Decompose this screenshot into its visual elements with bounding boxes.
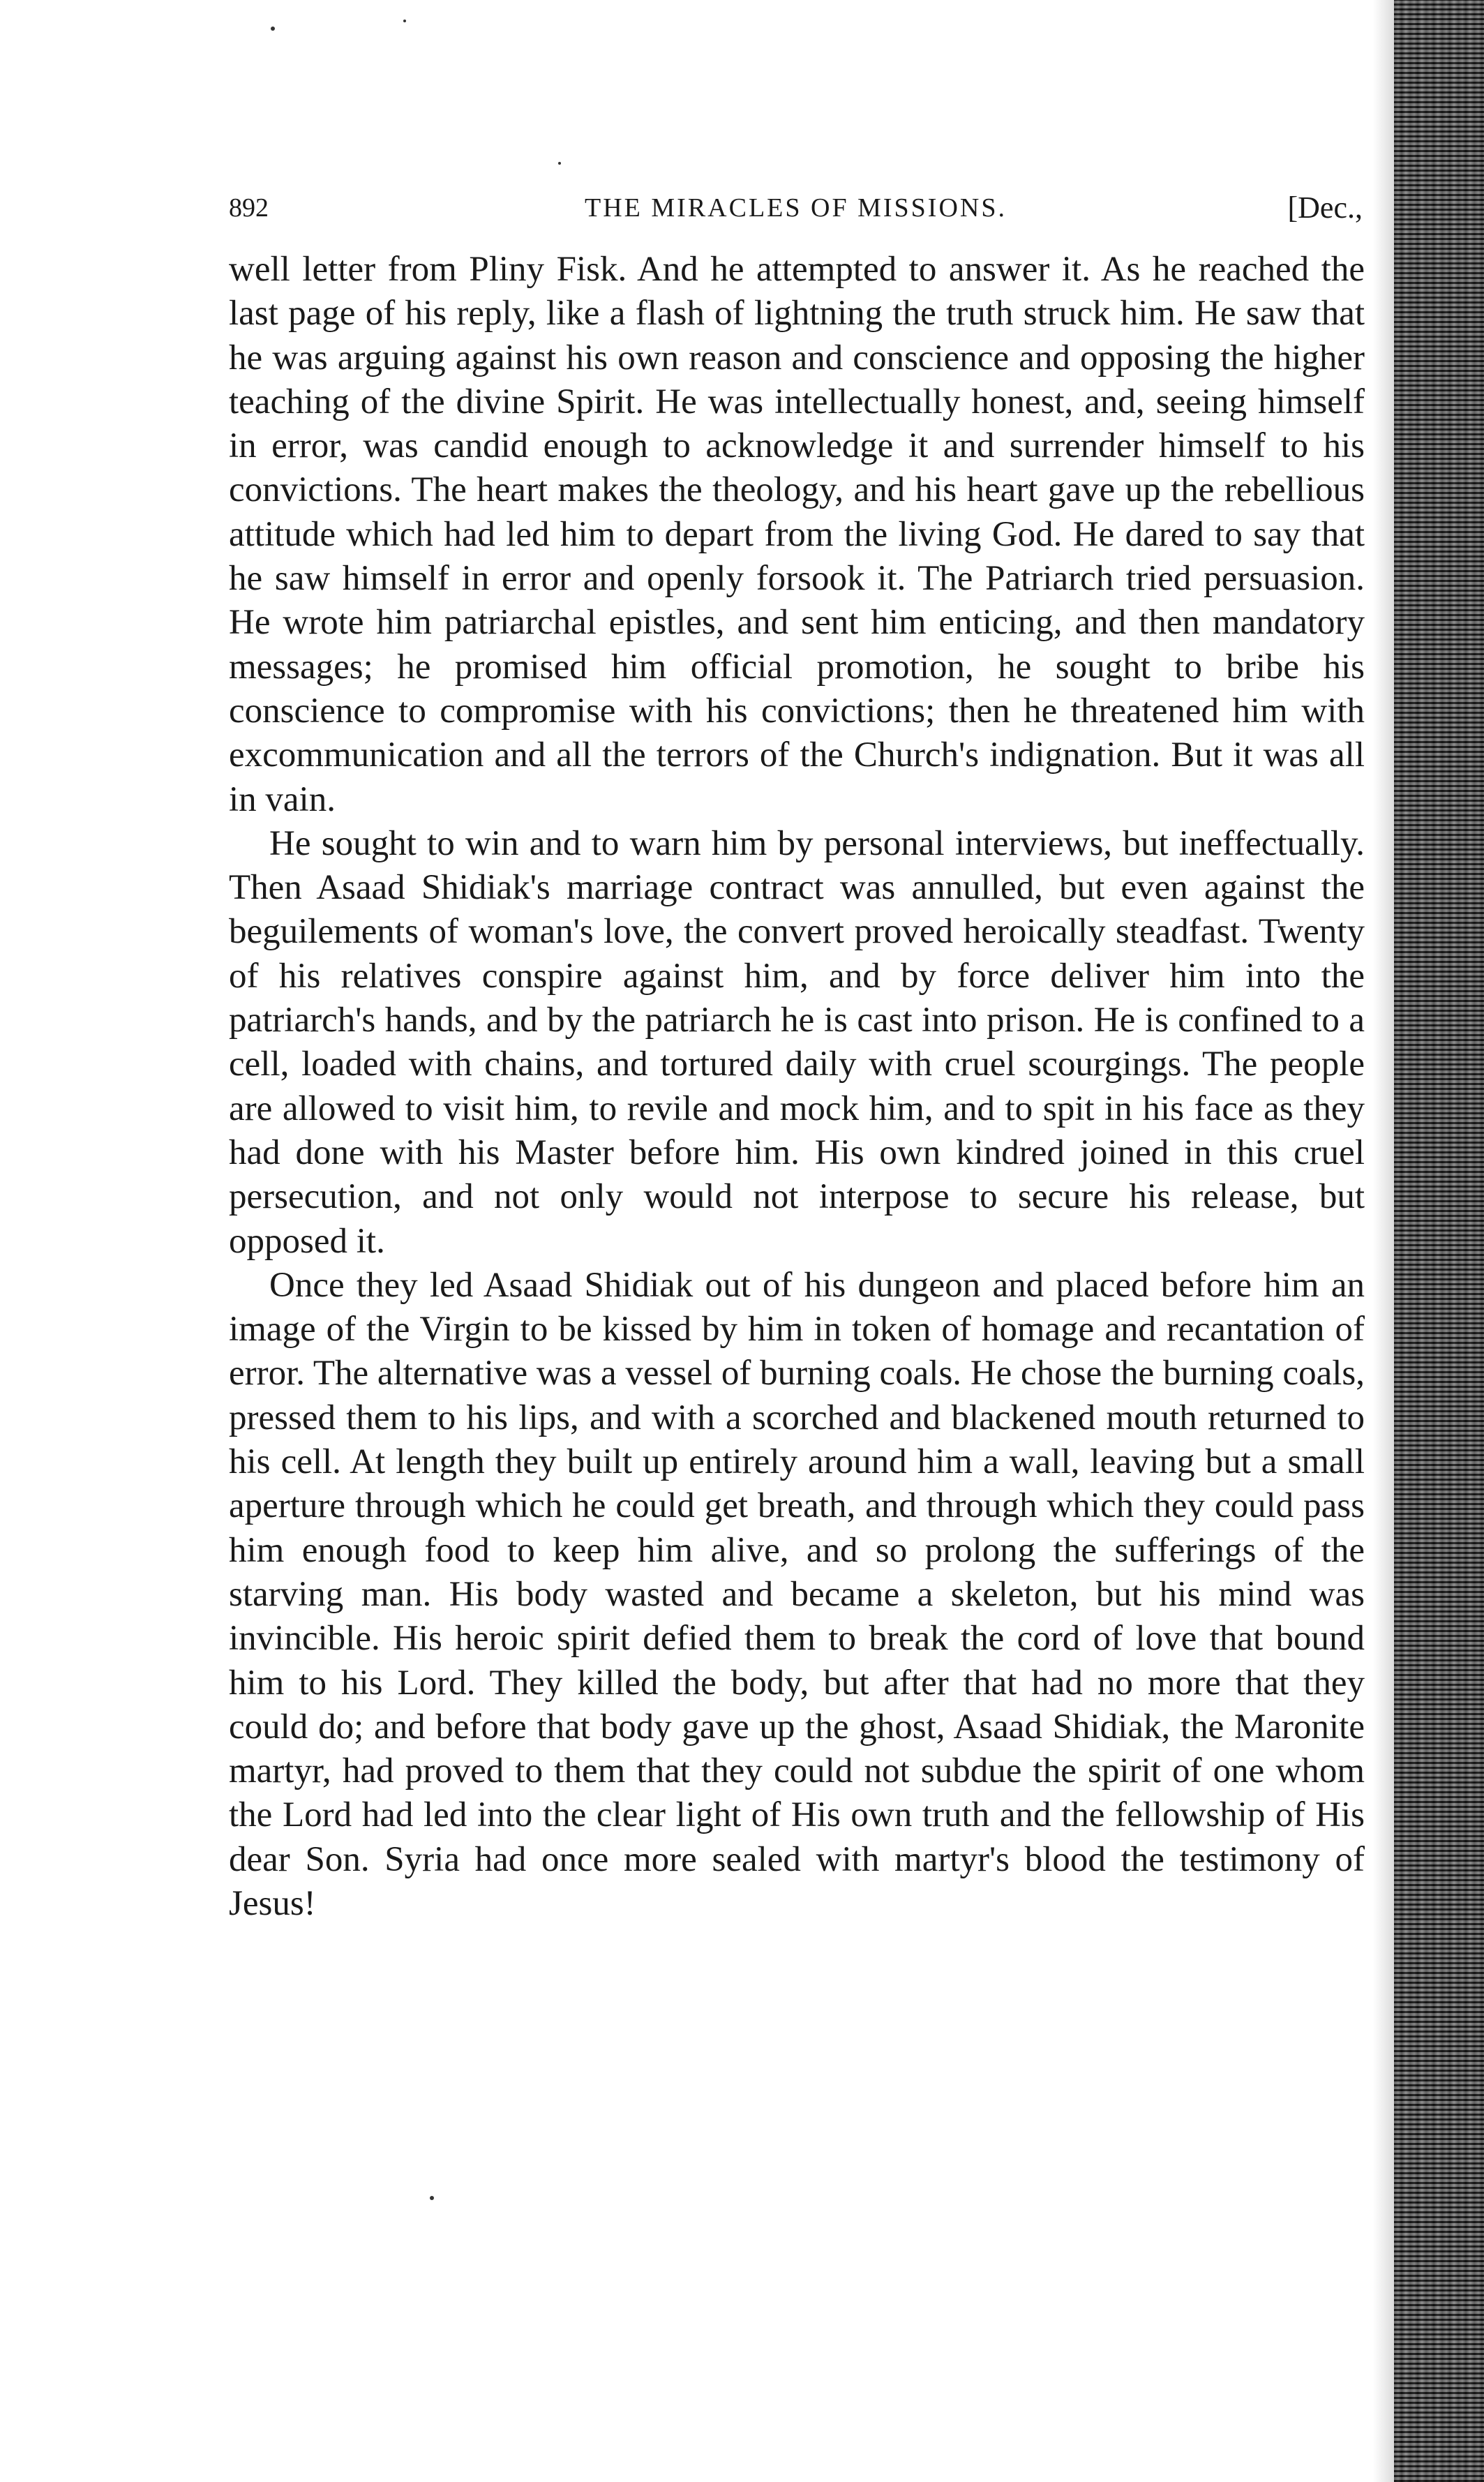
book-edge — [1394, 0, 1484, 2482]
running-title: THE MIRACLES OF MISSIONS. — [585, 193, 1007, 223]
ink-speck — [430, 2196, 434, 2200]
page-number: 892 — [229, 193, 269, 223]
ink-speck — [271, 27, 275, 31]
ink-speck — [558, 162, 561, 165]
paragraph-2: He sought to win and to warn him by personal interviews, but ineffectually. Then Asaad Shidiak's marriage contract was annulled, but even against the beguilements of woman's love, the convert proved heroically steadfast. Twenty of his relatives conspire against him, and by force deliver him into the patriarch's hands, and by the patriarch he is cast into prison. He is confined to a cell, loaded with chains, and tortured daily with cruel scourgings. The people are allowed to visit him, to revile and mock him, and to spit in his face as they had done with his Master before him. His own kindred joined in this cruel persecution, and not only would not interpose to secure his release, but opposed it. — [229, 823, 1365, 1261]
running-tag: [Dec., — [1287, 190, 1363, 225]
paragraph-1: well letter from Pliny Fisk. And he attempted to answer it. As he reached the last page of his reply, like a flash of lightning the truth struck him. He saw that he was arguing against his own reason and conscience and opposing the higher teaching of the divine Spirit. He was intellectually honest, and, seeing himself in error, was candid enough to acknowledge it and surrender himself to his convictions. The heart makes the theology, and his heart gave up the rebellious attitude which had led him to depart from the living God. He dared to say that he saw himself in error and openly forsook it. The Patriarch tried persuasion. He wrote him patriarchal epistles, and sent him enticing, and then mandatory messages; he promised him official promotion, he sought to bribe his conscience to compromise with his convictions; then he threatened him with excommunication and all the terrors of the Church's indignation. But it was all in vain. — [229, 250, 1365, 819]
ink-speck — [403, 20, 406, 22]
paragraph-3: Once they led Asaad Shidiak out of his dungeon and placed before him an image of the Virgin to be kissed by him in token of homage and recantation of error. The alternative was a vessel of burning coals. He chose the burning coals, pressed them to his lips, and with a scorched and blackened mouth returned to his cell. At length they built up entirely around him a wall, leaving but a small aperture through which he could get breath, and through which they could pass him enough food to keep him alive, and so prolong the sufferings of the starving man. His body wasted and became a skeleton, but his mind was invincible. His heroic spirit defied them to break the cord of love that bound him to his Lord. They killed the body, but after that had no more that they could do; and before that body gave up the ghost, Asaad Shidiak, the Maronite martyr, had proved to them that they could not subdue the spirit of one whom the Lord had led into the clear light of His own truth and the fellowship of His dear Son. Syria had once more sealed with martyr's blood the testimony of Jesus! — [229, 1265, 1365, 1923]
running-head — [229, 186, 1363, 230]
body-text — [229, 248, 1365, 1926]
